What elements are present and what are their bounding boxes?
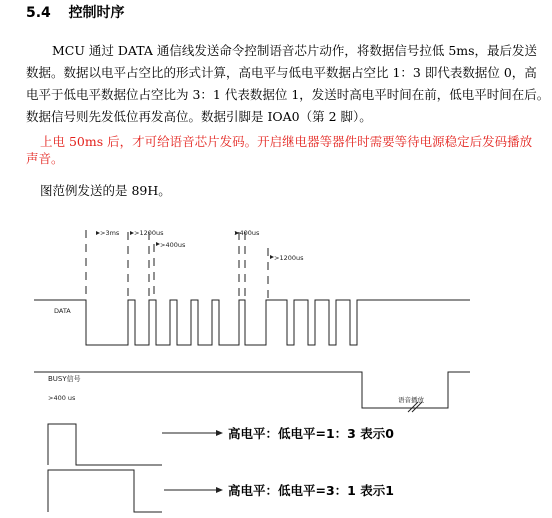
label-400us: >400us xyxy=(160,241,186,249)
bit0-legend: 高电平：低电平=1：3 表示0 xyxy=(228,426,394,441)
label-400us: >400us xyxy=(234,229,260,237)
arrow-head xyxy=(216,430,223,436)
voice-playing-label: 语音播放 xyxy=(398,396,424,404)
busy-signal-label: BUSY信号 xyxy=(48,375,81,383)
example-caption-text: 图范例发送的是 89H。 xyxy=(40,183,171,198)
paragraph-line: 数据。数据以电平占空比的形式计算，高电平与低电平数据占空比 1：3 即代表数据位 0，高 xyxy=(26,65,537,80)
label-3ms: >3ms xyxy=(100,229,120,237)
section-title: 控制时序 xyxy=(68,5,125,21)
paragraph-line: MCU 通过 DATA 通信线发送命令控制语音芯片动作，将数据信号拉低 5ms，最后发送 xyxy=(52,43,538,58)
label-1200us: >1200us xyxy=(134,229,164,237)
label-1200us: >1200us xyxy=(274,254,304,262)
bit1-waveform xyxy=(48,470,162,512)
note-line: 声音。 xyxy=(26,151,64,166)
bit0-waveform xyxy=(48,424,162,465)
data-waveform xyxy=(34,300,470,345)
bit1-legend: 高电平：低电平=3：1 表示1 xyxy=(228,483,394,498)
section-number: 5.4 xyxy=(26,5,51,21)
data-signal-label: DATA xyxy=(54,307,71,315)
arrow-head xyxy=(216,487,223,493)
paragraph-line: 电平于低电平数据位占空比为 3：1 代表数据位 1，发送时高电平时间在前，低电平时间在后。 xyxy=(26,87,550,102)
note-line: 上电 50ms 后，才可给语音芯片发码。开启继电器等器件时需要等待电源稳定后发码播放 xyxy=(40,134,533,149)
busy-400us-label: >400 us xyxy=(48,394,76,402)
paragraph-line: 数据信号则先发低位再发高位。数据引脚是 IOA0（第 2 脚）。 xyxy=(26,109,372,124)
